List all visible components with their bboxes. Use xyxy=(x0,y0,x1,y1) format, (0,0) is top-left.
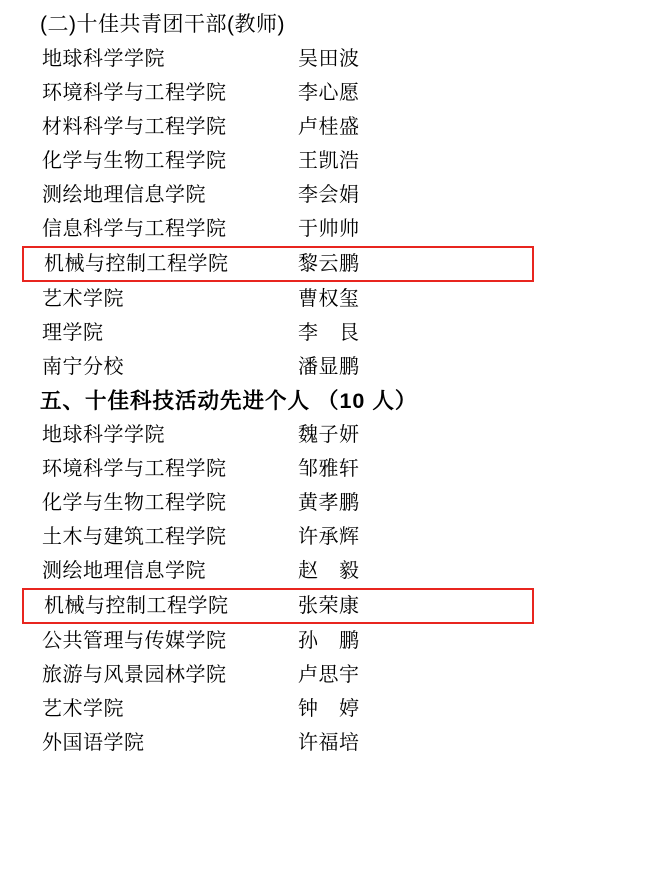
college-name: 化学与生物工程学院 xyxy=(42,492,227,514)
list-item xyxy=(40,658,642,692)
college-name: 土木与建筑工程学院 xyxy=(42,526,227,548)
person-name: 黄孝鹏 xyxy=(298,492,360,514)
highlighted-list-item xyxy=(22,588,534,624)
college-name: 地球科学学院 xyxy=(42,424,165,446)
list-item xyxy=(40,692,642,726)
college-name: 材料科学与工程学院 xyxy=(42,116,227,138)
person-name: 张荣康 xyxy=(298,595,360,617)
person-name: 王凯浩 xyxy=(298,150,360,172)
person-name: 于帅帅 xyxy=(298,218,360,240)
list-item xyxy=(40,520,642,554)
person-name: 卢思宇 xyxy=(298,664,360,686)
section-heading: (二)十佳共青团干部(教师) xyxy=(40,13,285,36)
person-name: 潘显鹏 xyxy=(298,356,360,378)
list-item xyxy=(40,178,642,212)
list-item xyxy=(40,486,642,520)
person-name: 李 艮 xyxy=(298,322,360,344)
person-name: 李心愿 xyxy=(298,82,360,104)
highlighted-list-item xyxy=(22,246,534,282)
college-name: 外国语学院 xyxy=(42,732,145,754)
college-name: 测绘地理信息学院 xyxy=(42,184,206,206)
list-item xyxy=(40,624,642,658)
list-item xyxy=(40,282,642,316)
person-name: 赵 毅 xyxy=(298,560,360,582)
person-name: 魏子妍 xyxy=(298,424,360,446)
college-name: 艺术学院 xyxy=(42,698,124,720)
person-name: 邹雅轩 xyxy=(298,458,360,480)
list-item xyxy=(40,144,642,178)
person-name: 吴田波 xyxy=(298,48,360,70)
college-name: 机械与控制工程学院 xyxy=(44,253,229,275)
college-name: 机械与控制工程学院 xyxy=(44,595,229,617)
list-item xyxy=(40,316,642,350)
document-content xyxy=(40,8,642,760)
college-name: 化学与生物工程学院 xyxy=(42,150,227,172)
college-name: 测绘地理信息学院 xyxy=(42,560,206,582)
college-name: 地球科学学院 xyxy=(42,48,165,70)
college-name: 艺术学院 xyxy=(42,288,124,310)
person-name: 钟 婷 xyxy=(298,698,360,720)
person-name: 许承辉 xyxy=(298,526,360,548)
person-name: 许福培 xyxy=(298,732,360,754)
college-name: 环境科学与工程学院 xyxy=(42,82,227,104)
college-name: 旅游与风景园林学院 xyxy=(42,664,227,686)
list-item xyxy=(40,212,642,246)
college-name: 环境科学与工程学院 xyxy=(42,458,227,480)
person-name: 孙 鹏 xyxy=(298,630,360,652)
college-name: 公共管理与传媒学院 xyxy=(42,630,227,652)
person-name: 李会娟 xyxy=(298,184,360,206)
college-name: 理学院 xyxy=(42,322,104,344)
person-name: 卢桂盛 xyxy=(298,116,360,138)
list-item xyxy=(40,76,642,110)
list-item xyxy=(40,42,642,76)
list-item xyxy=(40,452,642,486)
college-name: 信息科学与工程学院 xyxy=(42,218,227,240)
college-name: 南宁分校 xyxy=(42,356,124,378)
list-item xyxy=(40,554,642,588)
person-name: 曹权玺 xyxy=(298,288,360,310)
list-item xyxy=(40,418,642,452)
person-name: 黎云鹏 xyxy=(298,253,360,275)
list-item xyxy=(40,350,642,384)
section-heading: 五、十佳科技活动先进个人 （10 人） xyxy=(40,389,418,413)
list-item xyxy=(40,726,642,760)
list-item xyxy=(40,110,642,144)
